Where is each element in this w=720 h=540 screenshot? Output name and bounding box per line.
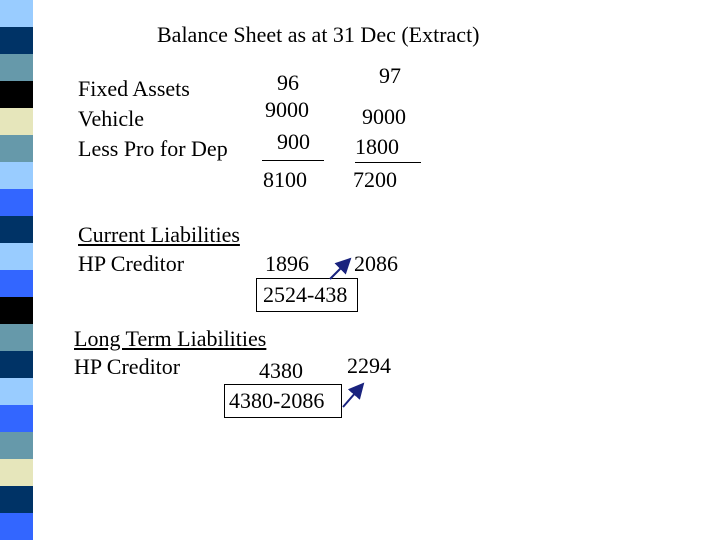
stripe-block — [0, 54, 33, 81]
depreciation-97-value: 1800 — [355, 134, 399, 159]
page-title: Balance Sheet as at 31 Dec (Extract) — [157, 22, 480, 47]
stripe-block — [0, 108, 33, 135]
stripe-block — [0, 270, 33, 297]
current-liabilities-heading: Current Liabilities — [78, 222, 240, 247]
stripe-block — [0, 27, 33, 54]
depreciation-96-value: 900 — [277, 129, 310, 154]
current-hp-creditor-97: 2086 — [354, 251, 398, 276]
vehicle-label: Vehicle — [78, 106, 144, 131]
stripe-block — [0, 378, 33, 405]
stripe-block — [0, 297, 33, 324]
stripe-block — [0, 405, 33, 432]
vehicle-96-value: 9000 — [265, 97, 309, 122]
stripe-block — [0, 432, 33, 459]
stripe-block — [0, 162, 33, 189]
current-arrow — [330, 259, 350, 279]
long-term-hp-creditor-96: 4380 — [259, 358, 303, 383]
long-term-working-calculation: 4380-2086 — [229, 388, 325, 413]
current-hp-creditor-label: HP Creditor — [78, 251, 185, 276]
net-book-value-96: 8100 — [263, 167, 307, 192]
net-book-value-97: 7200 — [353, 167, 397, 192]
current-working-calculation: 2524-438 — [263, 282, 348, 307]
stripe-block — [0, 459, 33, 486]
subtotal-rule-97 — [355, 162, 421, 163]
vehicle-97-value: 9000 — [362, 104, 406, 129]
year-96-header: 96 — [277, 70, 299, 95]
stripe-block — [0, 486, 33, 513]
fixed-assets-heading: Fixed Assets — [78, 76, 190, 101]
stripe-block — [0, 324, 33, 351]
stripe-block — [0, 0, 33, 27]
subtotal-rule-96 — [262, 160, 324, 161]
stripe-block — [0, 135, 33, 162]
stripe-block — [0, 243, 33, 270]
stripe-block — [0, 513, 33, 540]
stripe-block — [0, 351, 33, 378]
long-term-arrow — [343, 384, 363, 407]
stripe-block — [0, 81, 33, 108]
long-term-hp-creditor-97: 2294 — [347, 353, 391, 378]
long-term-hp-creditor-label: HP Creditor — [74, 354, 181, 379]
stripe-block — [0, 189, 33, 216]
year-97-header: 97 — [379, 63, 401, 88]
long-term-liabilities-heading: Long Term Liabilities — [74, 326, 267, 351]
current-hp-creditor-96: 1896 — [265, 251, 309, 276]
depreciation-label: Less Pro for Dep — [78, 136, 228, 161]
stripe-block — [0, 216, 33, 243]
decorative-side-stripe — [0, 0, 66, 540]
